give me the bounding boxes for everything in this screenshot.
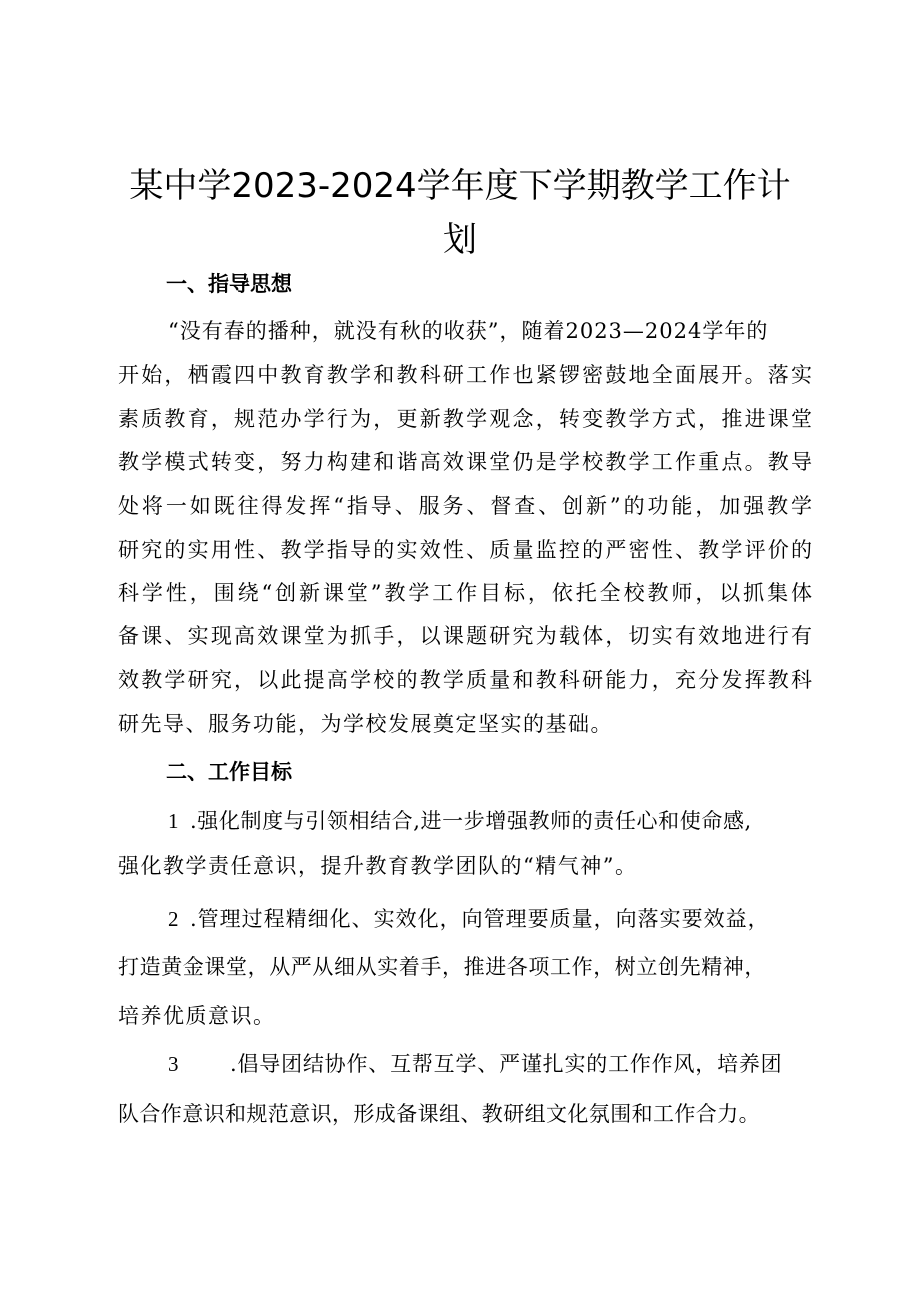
paragraph-line: 科学性，围绕“创新课堂”教学工作目标，依托全校教师，以抓集体 (118, 581, 812, 605)
list-item-number: 3 (168, 1052, 179, 1076)
paragraph-line: 素质教育，规范办学行为，更新教学观念，转变教学方式，推进课堂 (118, 407, 812, 431)
paragraph-line: 研先导、服务功能，为学校发展奠定坚实的基础。 (118, 712, 613, 736)
list-item-line: 培养优质意识。 (118, 1004, 276, 1028)
paragraph-line: 开始，栖霞四中教育教学和教科研工作也紧锣密鼓地全面展开。落实 (118, 363, 812, 387)
document-title-line-1: 某中学2023-2024学年度下学期教学工作计 (129, 166, 791, 206)
list-item-line: 队合作意识和规范意识，形成备课组、教研组文化氛围和工作合力。 (118, 1102, 760, 1126)
list-item-line: 打造黄金课堂，从严从细从实着手，推进各项工作，树立创先精神， (118, 955, 766, 979)
paragraph-line: 教学模式转变，努力构建和谐高效课堂仍是学校教学工作重点。教导 (118, 450, 812, 474)
list-item-line: 强化教学责任意识，提升教育教学团队的“精气神”。 (118, 854, 638, 878)
list-item-line: .管理过程精细化、实效化，向管理要质量，向落实要效益， (190, 907, 770, 931)
section-heading-guiding-ideology: 一、指导思想 (166, 272, 292, 296)
list-item-line: .强化制度与引领相结合,进一步增强教师的责任心和使命感, (190, 809, 752, 833)
paragraph-line: 效教学研究，以此提高学校的教学质量和教科研能力，充分发挥教科 (118, 668, 812, 692)
section-heading-work-goals: 二、工作目标 (166, 760, 292, 784)
paragraph-line: 备课、实现高效课堂为抓手，以课题研究为载体，切实有效地进行有 (118, 624, 812, 648)
paragraph-line: 研究的实用性、教学指导的实效性、质量监控的严密性、教学评价的 (118, 538, 812, 562)
list-item-number: 2 (168, 907, 179, 931)
document-title-line-2: 划 (443, 220, 477, 260)
paragraph-line: 处将一如既往得发挥“指导、服务、督查、创新”的功能，加强教学 (118, 494, 812, 518)
list-item-line: .倡导团结协作、互帮互学、严谨扎实的工作作风，培养团 (230, 1052, 783, 1076)
list-item-number: 1 (168, 809, 179, 833)
paragraph-line: “没有春的播种，就没有秋的收获”，随着2023—2024学年的 (168, 319, 769, 343)
